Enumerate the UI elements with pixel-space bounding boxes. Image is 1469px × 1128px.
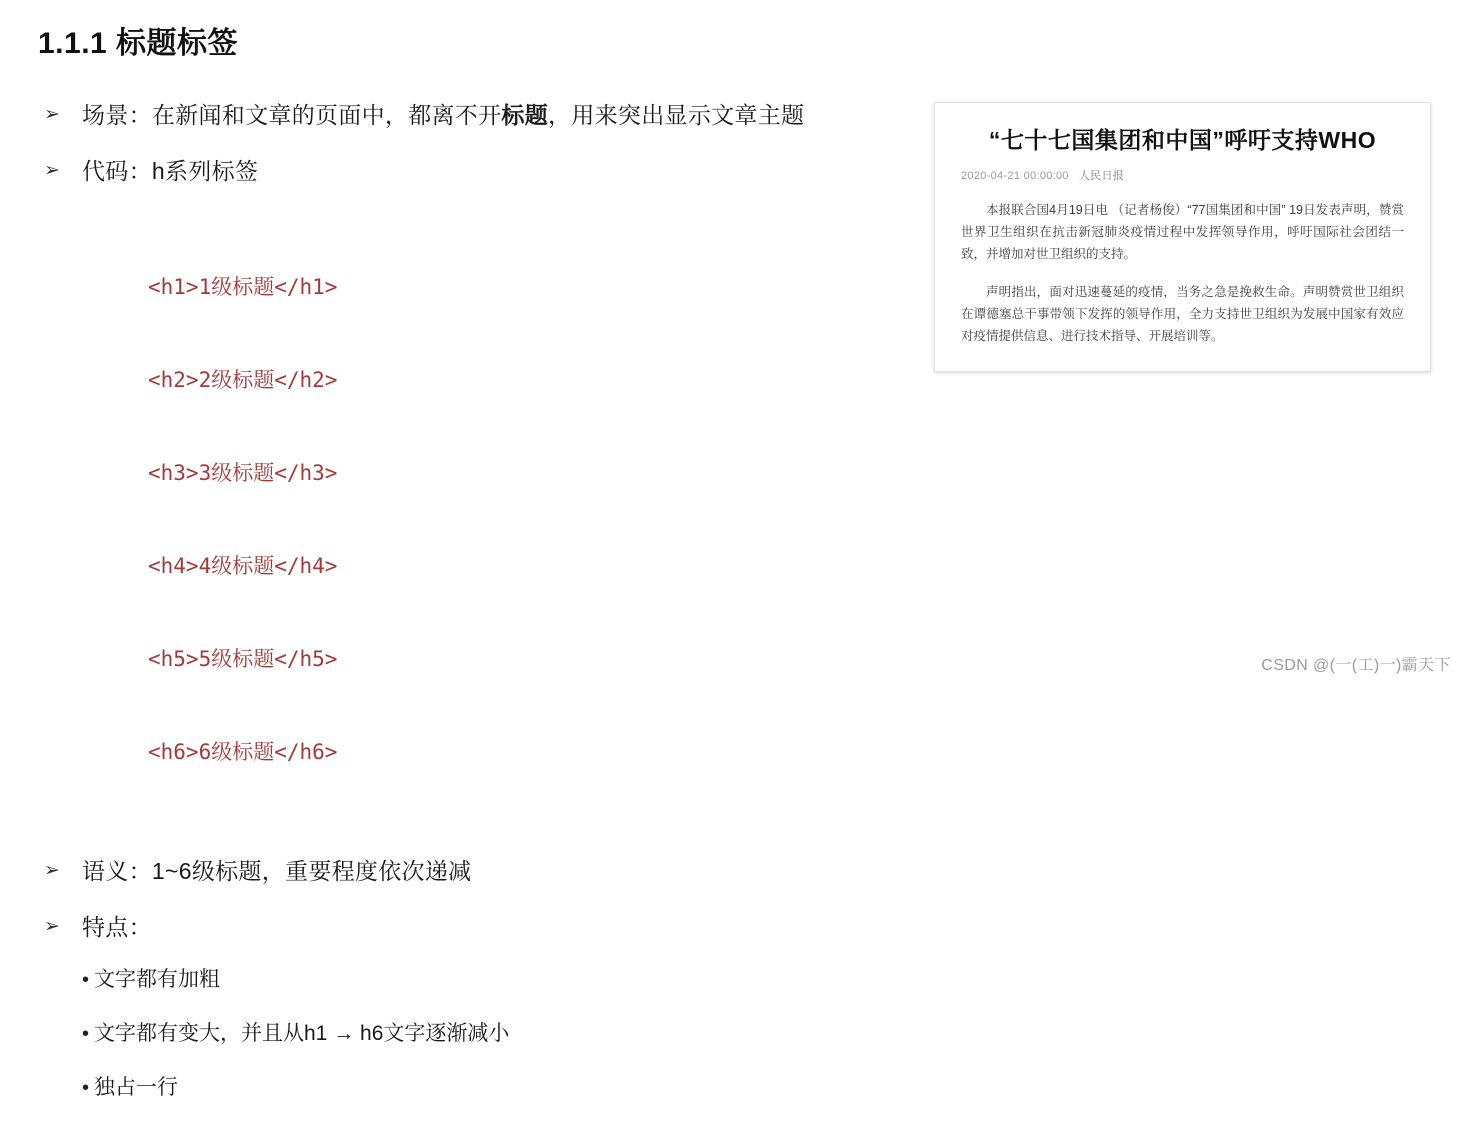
arrow-bullet-icon: ➢: [44, 104, 60, 125]
arrow-bullet-icon: ➢: [44, 860, 60, 881]
bullet-text-features: 特点：: [82, 914, 152, 940]
bullet-text-scene-emphasis: 标题: [501, 102, 549, 128]
code-sample: [148, 210, 918, 830]
sub-bullet-text-bold: 文字都有加粗: [94, 968, 220, 991]
code-line-h1: <h1>1级标题</h1>: [148, 275, 338, 299]
news-headline: “七十七国集团和中国”呼吁支持WHO: [988, 127, 1377, 153]
watermark: CSDN @(一(工)一)霸天下: [1261, 657, 1451, 674]
bullet-text-scene-part1: 场景：在新闻和文章的页面中，都离不开: [82, 102, 502, 128]
bullet-item-semantics: [38, 854, 918, 888]
bullet-text-scene: [82, 98, 804, 132]
spacer: [38, 840, 918, 854]
arrow-bullet-icon: ➢: [44, 160, 60, 181]
bullet-item-features: [38, 910, 918, 944]
code-line-h6: <h6>6级标题</h6>: [148, 740, 338, 764]
dot-bullet-icon: •: [82, 969, 90, 991]
code-line-h5: <h5>5级标题</h5>: [148, 647, 338, 671]
news-date: 2020-04-21 00:00:00: [961, 170, 1069, 182]
list-item: [38, 1020, 918, 1048]
sub-bullet-text-block: 独占一行: [94, 1076, 178, 1099]
slide-content: [38, 98, 918, 1128]
arrow-bullet-icon: ➢: [44, 916, 60, 937]
bullet-item-scene: [38, 98, 918, 132]
news-meta: [961, 167, 1404, 183]
bullet-item-code: [38, 154, 918, 188]
page-title: 1.1.1 标题标签: [38, 27, 239, 60]
sub-bullet-text-size: 文字都有变大，并且从h1 → h6文字逐渐减小: [94, 1022, 510, 1045]
news-source: 人民日报: [1078, 170, 1125, 182]
code-line-h4: <h4>4级标题</h4>: [148, 554, 338, 578]
bullet-text-code: 代码：h系列标签: [82, 158, 259, 184]
list-item: [38, 966, 918, 994]
feature-sub-list: [38, 966, 918, 1102]
bullet-text-scene-part3: ，用来突出显示文章主题: [548, 102, 805, 128]
news-paragraph-1: 本报联合国4月19日电 （记者杨俊）“77国集团和中国” 19日发表声明，赞赏世界卫生组织在抗击新冠肺炎疫情过程中发挥领导作用，呼吁国际社会团结一致，并增加对世卫组织的支持。: [961, 203, 1404, 261]
news-paragraph-2: 声明指出，面对迅速蔓延的疫情，当务之急是挽救生命。声明赞赏世卫组织在谭德塞总干事带领下发挥的领导作用，全力支持世卫组织为发展中国家有效应对疫情提供信息、进行技术指导、开展培训等。: [961, 285, 1404, 343]
code-line-h3: <h3>3级标题</h3>: [148, 461, 338, 485]
list-item: [38, 1074, 918, 1102]
bullet-text-semantics: 语义：1~6级标题，重要程度依次递减: [82, 858, 472, 884]
code-line-h2: <h2>2级标题</h2>: [148, 368, 338, 392]
dot-bullet-icon: •: [82, 1077, 90, 1099]
dot-bullet-icon: •: [82, 1023, 90, 1045]
news-screenshot-card: [934, 102, 1431, 372]
